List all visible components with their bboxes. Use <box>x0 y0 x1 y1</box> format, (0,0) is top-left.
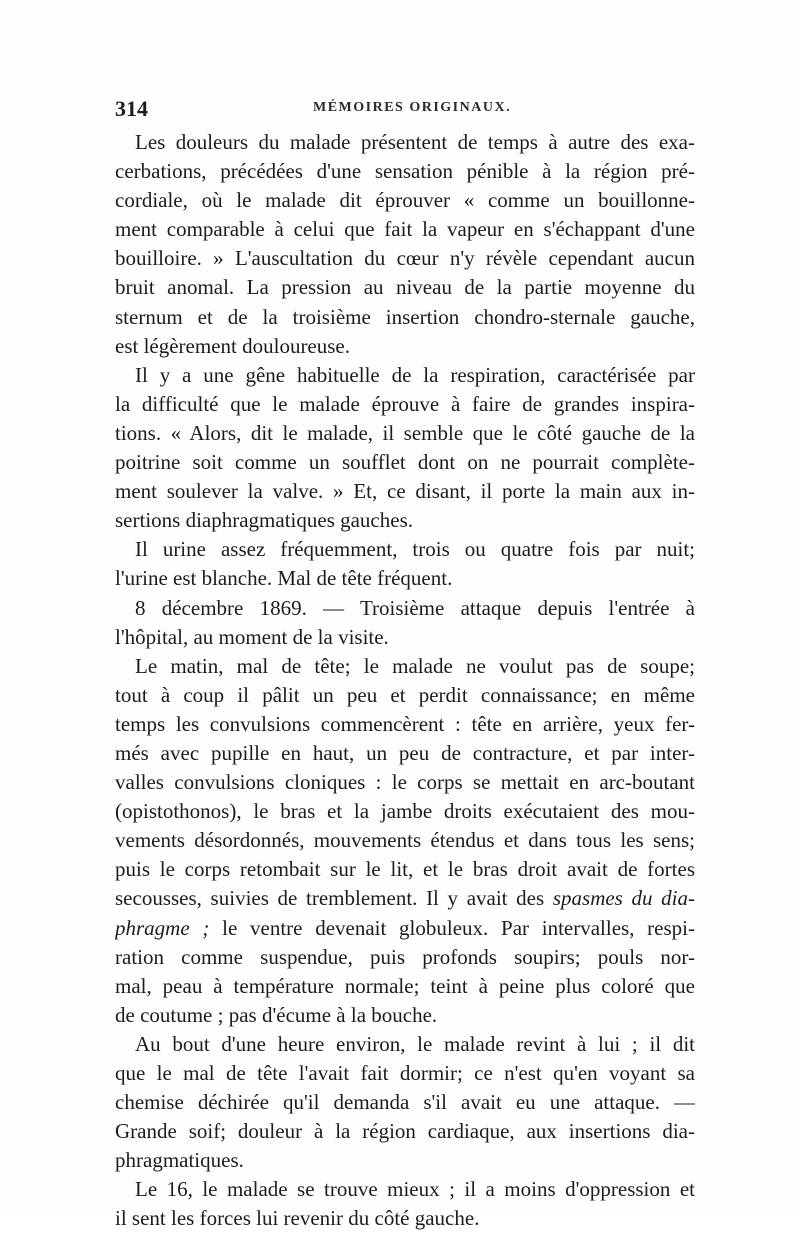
text-line: cerbations, précédées d'une sensation pénible à la région pré- <box>115 159 695 184</box>
text-line: phragme ; le ventre devenait globuleux. Par intervalles, respi- <box>115 915 695 940</box>
running-head: MÉMOIRES ORIGINAUX. <box>313 100 512 115</box>
text-line: Le matin, mal de tête; le malade ne voulut pas de soupe; <box>135 653 695 678</box>
text-line: l'hôpital, au moment de la visite. <box>115 624 389 649</box>
paragraph <box>115 128 695 361</box>
text-line: la difficulté que le malade éprouve à faire de grandes inspira- <box>115 391 695 416</box>
text-line: est légèrement douloureuse. <box>115 333 350 358</box>
paragraph <box>115 652 695 1030</box>
text-line: de coutume ; pas d'écume à la bouche. <box>115 1002 438 1027</box>
paragraph <box>115 1030 695 1175</box>
text-line: cordiale, où le malade dit éprouver « comme un bouillonne- <box>115 188 695 213</box>
text-line: ment comparable à celui que fait la vapeur en s'échappant d'une <box>115 217 695 242</box>
text-line: l'urine est blanche. Mal de tête fréquent. <box>115 566 453 591</box>
text-line: ment soulever la valve. » Et, ce disant, il porte la main aux in- <box>115 479 695 504</box>
text-line: Grande soif; douleur à la région cardiaque, aux insertions dia- <box>115 1119 695 1144</box>
text-line: il sent les forces lui revenir du côté gauche. <box>115 1206 480 1231</box>
text-line: Le 16, le malade se trouve mieux ; il a moins d'oppression et <box>135 1177 695 1202</box>
text-line: tions. « Alors, dit le malade, il semble que le côté gauche de la <box>115 420 695 445</box>
text-line: sternum et de la troisième insertion chondro-sternale gauche, <box>115 304 695 329</box>
text-line: vements désordonnés, mouvements étendus et dans tous les sens; <box>115 828 695 853</box>
paragraph <box>115 535 695 593</box>
text-line: temps les convulsions commencèrent : tête en arrière, yeux fer- <box>115 711 695 736</box>
text-line: sertions diaphragmatiques gauches. <box>115 508 413 533</box>
italic-text: spasmes du dia- <box>552 886 695 911</box>
text-line: mal, peau à température normale; teint à peine plus coloré que <box>115 973 695 998</box>
text-line: phragmatiques. <box>115 1148 244 1173</box>
text-line: chemise déchirée qu'il demanda s'il avait eu une attaque. — <box>115 1090 695 1115</box>
italic-text: phragme ; <box>115 915 210 940</box>
text-line: ration comme suspendue, puis profonds soupirs; pouls nor- <box>115 944 695 969</box>
text-line: (opistothonos), le bras et la jambe droits exécutaient des mou- <box>115 799 695 824</box>
text-line: Il urine assez fréquemment, trois ou quatre fois par nuit; <box>135 537 695 562</box>
paragraph <box>115 361 695 536</box>
text-line: bruit anomal. La pression au niveau de la partie moyenne du <box>115 275 695 300</box>
paragraph <box>115 594 695 652</box>
text-line: més avec pupille en haut, un peu de contracture, et par inter- <box>115 740 695 765</box>
text-line: poitrine soit comme un soufflet dont on ne pourrait complète- <box>115 450 695 475</box>
text-line: Il y a une gêne habituelle de la respiration, caractérisée par <box>135 362 695 387</box>
text-line: Les douleurs du malade présentent de temps à autre des exa- <box>135 130 695 154</box>
paragraph <box>115 1175 695 1233</box>
text-line: puis le corps retombait sur le lit, et le bras droit avait de fortes <box>115 857 695 882</box>
text-line: secousses, suivies de tremblement. Il y avait des spasmes du dia- <box>115 886 695 911</box>
text-line: 8 décembre 1869. — Troisième attaque depuis l'entrée à <box>135 595 695 620</box>
text-line: que le mal de tête l'avait fait dormir; ce n'est qu'en voyant sa <box>115 1061 695 1085</box>
text-line: tout à coup il pâlit un peu et perdit connaissance; en même <box>115 682 695 707</box>
text-line: valles convulsions cloniques : le corps se mettait en arc-boutant <box>115 770 695 795</box>
page-header <box>115 96 695 122</box>
page-number: 314 <box>115 96 148 121</box>
text-line: Au bout d'une heure environ, le malade revint à lui ; il dit <box>135 1031 695 1056</box>
body-text <box>115 128 695 1234</box>
text-line: bouilloire. » L'auscultation du cœur n'y révèle cependant aucun <box>115 246 695 271</box>
